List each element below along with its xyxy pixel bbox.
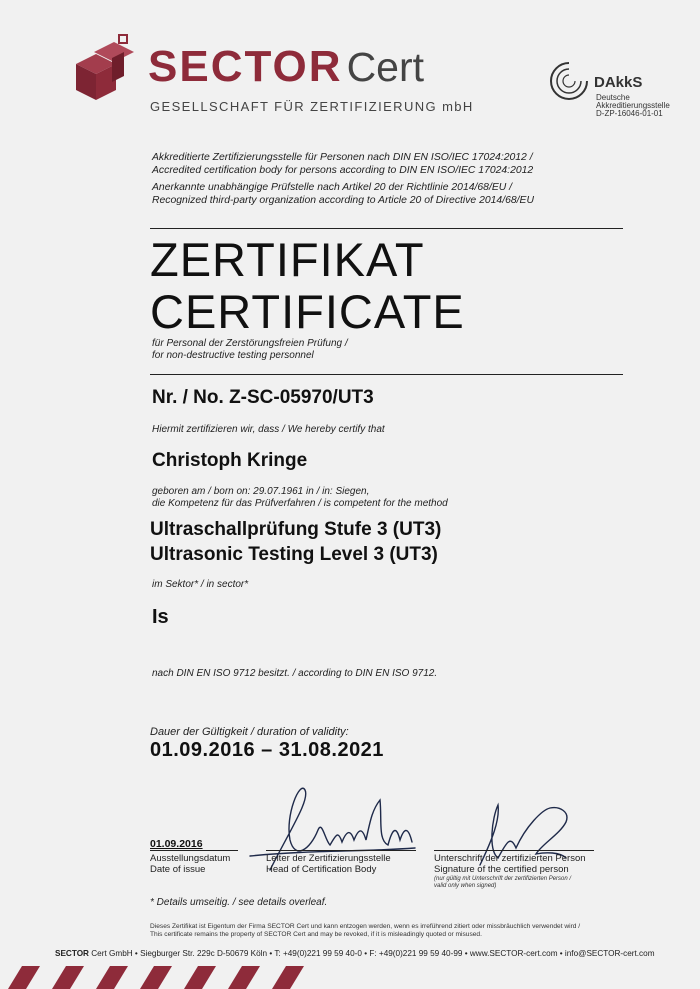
footer-company: SECTOR bbox=[55, 949, 89, 958]
title-german: ZERTIFIKAT bbox=[150, 233, 425, 286]
brand-name-main: SECTOR bbox=[148, 42, 343, 91]
certificate-number: Nr. / No. Z-SC-05970/UT3 bbox=[152, 387, 374, 408]
method-german: Ultraschallprüfung Stufe 3 (UT3) bbox=[150, 519, 442, 540]
legal-notice-german: Dieses Zertifikat ist Eigentum der Firma SECTOR Cert und kann entzogen werden, wenn es irreführend zitiert oder missbräuchlich verwendet wird / bbox=[150, 923, 581, 930]
decorative-stripes bbox=[0, 964, 700, 989]
footer-address: Cert GmbH • Siegburger Str. 229c D-50679 Köln • T: +49(0)221 99 59 40-0 • F: +49(0)221 99 59 40-99 • www.SECTOR-cert.com • info@SECTOR-cert.com bbox=[88, 949, 655, 958]
certify-statement: Hiermit zertifizieren wir, dass / We hereby certify that bbox=[152, 424, 385, 435]
accreditation-line-3: Anerkannte unabhängige Prüfstelle nach Artikel 20 der Richtlinie 2014/68/EU / bbox=[152, 182, 513, 193]
dakks-accreditation-number: D-ZP-16046-01-01 bbox=[596, 109, 663, 118]
divider-middle bbox=[150, 374, 623, 375]
title-subtitle-german: für Personal der Zerstörungsfreien Prüfung / bbox=[152, 338, 348, 349]
title-subtitle-english: for non-destructive testing personnel bbox=[152, 350, 314, 361]
holder-signature-note-1: (nur gültig mit Unterschrift der zertifizierten Person / bbox=[434, 876, 572, 882]
dakks-line-2: Akkreditierungsstelle bbox=[596, 101, 670, 110]
brand-tagline: GESELLSCHAFT FÜR ZERTIFIZIERUNG mbH bbox=[150, 99, 474, 114]
method-english: Ultrasonic Testing Level 3 (UT3) bbox=[150, 544, 438, 565]
head-signature-line bbox=[266, 850, 416, 851]
accreditation-line-1: Akkreditierte Zertifizierungsstelle für Personen nach DIN EN ISO/IEC 17024:2012 / bbox=[152, 152, 533, 163]
sectorcert-logo-icon bbox=[72, 34, 134, 108]
issue-date-label-english: Date of issue bbox=[150, 864, 206, 875]
details-footnote: * Details umseitig. / see details overleaf. bbox=[150, 897, 328, 908]
divider-top bbox=[150, 228, 623, 229]
brand-name-sub: Cert bbox=[346, 44, 425, 90]
birth-details: geboren am / born on: 29.07.1961 in / in: Siegen, bbox=[152, 486, 370, 497]
footer-contact bbox=[55, 949, 655, 958]
validity-period: 01.09.2016 – 31.08.2021 bbox=[150, 739, 384, 761]
title-english: CERTIFICATE bbox=[150, 285, 465, 338]
sector-label: im Sektor* / in sector* bbox=[152, 579, 249, 590]
issue-date-line bbox=[150, 850, 238, 851]
sector-value: Is bbox=[152, 606, 169, 628]
dakks-line-1: Deutsche bbox=[596, 93, 630, 102]
holder-signature-line bbox=[434, 850, 594, 851]
head-label-german: Leiter der Zertifizierungsstelle bbox=[266, 853, 391, 864]
holder-signature-label-english: Signature of the certified person bbox=[434, 864, 569, 875]
holder-signature-note-2: valid only when signed) bbox=[434, 883, 497, 889]
validity-label: Dauer der Gültigkeit / duration of validity: bbox=[150, 726, 349, 738]
competence-statement: die Kompetenz für das Prüfverfahren / is competent for the method bbox=[152, 498, 448, 509]
issue-date-label-german: Ausstellungsdatum bbox=[150, 853, 231, 864]
dakks-seal-icon bbox=[548, 60, 590, 102]
legal-notice-english: This certificate remains the property of SECTOR Cert and may be revoked, if it is misleadingly quoted or misused. bbox=[150, 931, 482, 938]
accreditation-line-4: Recognized third-party organization according to Article 20 of Directive 2014/68/EU bbox=[152, 195, 534, 206]
standard-statement: nach DIN EN ISO 9712 besitzt. / according to DIN EN ISO 9712. bbox=[152, 668, 438, 679]
issue-date: 01.09.2016 bbox=[150, 838, 203, 850]
holder-signature-label-german: Unterschrift der zertifizierten Person bbox=[434, 853, 586, 864]
head-label-english: Head of Certification Body bbox=[266, 864, 377, 875]
holder-name: Christoph Kringe bbox=[152, 450, 308, 471]
brand-name bbox=[148, 42, 424, 92]
dakks-name: DAkkS bbox=[594, 74, 643, 91]
accreditation-line-2: Accredited certification body for persons according to DIN EN ISO/IEC 17024:2012 bbox=[152, 165, 534, 176]
